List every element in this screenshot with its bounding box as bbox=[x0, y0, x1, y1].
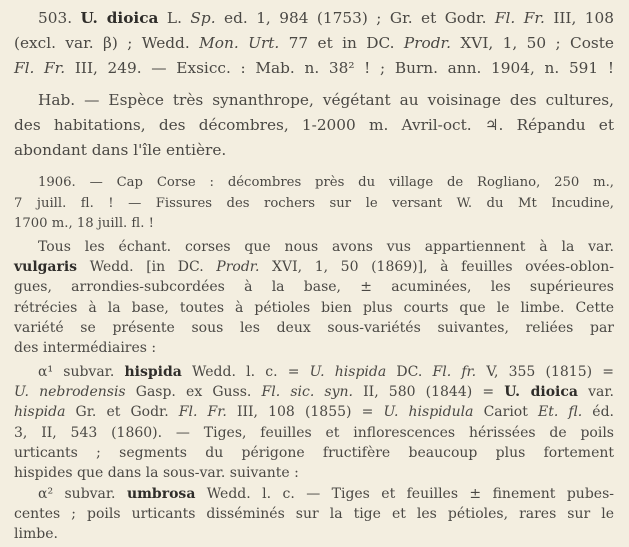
var-line-5: variété se présente sous les deux sous-variétés suivantes, reliées par bbox=[14, 319, 614, 336]
records-line-3: 1700 m., 18 juill. fl. ! bbox=[14, 216, 154, 231]
umbrosa-line-2: centes ; poils urticants disséminés sur la tige et les pétioles, rares sur le bbox=[14, 506, 614, 523]
habitat-line-2: des habitations, des décombres, 1-2000 m. Avril-oct. ♃. Répandu et bbox=[14, 116, 614, 134]
records-line-2: 7 juill. fl. ! — Fissures des rochers sur le versant W. du Mt Incudine, bbox=[14, 195, 614, 211]
entry-line-2: (excl. var. β) ; Wedd. Mon. Urt. 77 et in DC. Prodr. XVI, 1, 50 ; Coste bbox=[14, 34, 614, 52]
entry-line-3: Fl. Fr. III, 249. — Exsicc. : Mab. n. 38² ! ; Burn. ann. 1904, n. 591 ! bbox=[14, 59, 614, 77]
species-entry-heading bbox=[14, 6, 614, 81]
hispida-line-1: α¹ subvar. hispida Wedd. l. c. = U. hispida DC. Fl. fr. V, 355 (1815) = bbox=[38, 364, 614, 380]
habitat-line-1: Hab. — Espèce très synanthrope, végétant au voisinage des cultures, bbox=[38, 91, 614, 109]
entry-line-1: 503. U. dioica L. Sp. ed. 1, 984 (1753) ; Gr. et Godr. Fl. Fr. III, 108 bbox=[38, 9, 614, 27]
subvariety-umbrosa bbox=[14, 484, 614, 545]
var-line-6: des intermédiaires : bbox=[14, 340, 157, 357]
var-line-3: gues, arrondies-subcordées à la base, ± acuminées, les supérieures bbox=[14, 279, 614, 296]
subvariety-hispida bbox=[14, 362, 614, 483]
collection-records bbox=[14, 173, 614, 235]
var-line-2: vulgaris Wedd. [in DC. Prodr. XVI, 1, 50 (1869)], à feuilles ovées-oblon- bbox=[14, 259, 614, 276]
habitat-line-3: abondant dans l'île entière. bbox=[14, 141, 227, 159]
umbrosa-line-3: limbe. bbox=[14, 526, 58, 543]
variety-note bbox=[14, 237, 614, 358]
records-line-1: 1906. — Cap Corse : décombres près du village de Rogliano, 250 m., bbox=[38, 175, 614, 190]
hispida-line-6: hispides que dans la sous-var. suivante : bbox=[14, 465, 299, 482]
habitat-paragraph bbox=[14, 88, 614, 163]
hispida-line-4: 3, II, 543 (1860). — Tiges, feuilles et inflorescences hérissées de poils bbox=[14, 424, 614, 441]
var-line-4: rétrécies à la base, toutes à pétioles bien plus courts que le limbe. Cette bbox=[14, 299, 614, 316]
hispida-line-2: U. nebrodensis Gasp. ex Guss. Fl. sic. syn. II, 580 (1844) = U. dioica var. bbox=[14, 384, 614, 401]
hispida-line-5: urticants ; segments du périgone fructifère beaucoup plus fortement bbox=[14, 444, 614, 461]
umbrosa-line-1: α² subvar. umbrosa Wedd. l. c. — Tiges et feuilles ± finement pubes- bbox=[38, 486, 614, 502]
hispida-line-3: hispida Gr. et Godr. Fl. Fr. III, 108 (1855) = U. hispidula Cariot Et. fl. éd. bbox=[14, 404, 614, 421]
var-line-1: Tous les échant. corses que nous avons vus appartiennent à la var. bbox=[38, 239, 614, 255]
